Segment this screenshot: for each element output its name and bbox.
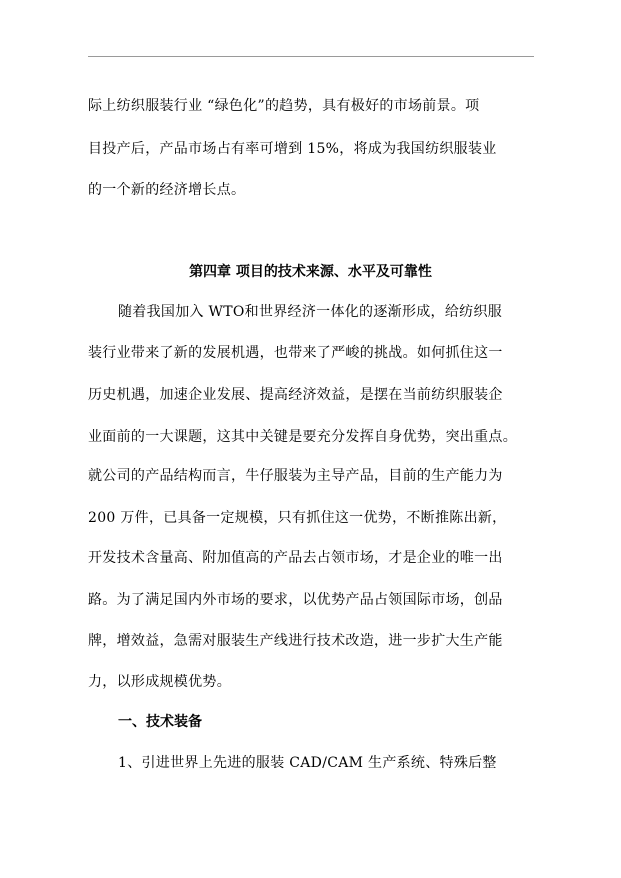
list-item: 1、引进世界上先进的服装 CAD/CAM 生产系统、特殊后整 bbox=[118, 755, 497, 771]
paragraph-line: 200 万件，已具备一定规模，只有抓住这一优势，不断推陈出新， bbox=[88, 510, 507, 526]
paragraph-line: 随着我国加入 WTO和世界经济一体化的逐渐形成，给纺织服 bbox=[118, 304, 503, 320]
chapter-title: 第四章 项目的技术来源、水平及可靠性 bbox=[189, 264, 432, 280]
paragraph-line: 业面前的一大课题，这其中关键是要充分发挥自身优势，突出重点。 bbox=[88, 429, 517, 445]
paragraph-line: 开发技术含量高、附加值高的产品去占领市场，才是企业的唯一出 bbox=[88, 550, 503, 566]
paragraph-line: 目投产后，产品市场占有率可增到 15%，将成为我国纺织服装业 bbox=[88, 141, 497, 157]
paragraph-line: 牌，增效益，急需对服装生产线进行技术改造，进一步扩大生产能 bbox=[88, 633, 503, 649]
paragraph-line: 力，以形成规模优势。 bbox=[88, 674, 231, 690]
paragraph-line: 历史机遇，加速企业发展、提高经济效益，是摆在当前纺织服装企 bbox=[88, 387, 503, 403]
paragraph-line: 就公司的产品结构而言，牛仔服装为主导产品，目前的生产能力为 bbox=[88, 468, 503, 484]
paragraph-line: 装行业带来了新的发展机遇，也带来了严峻的挑战。如何抓住这一 bbox=[88, 345, 503, 361]
header-rule bbox=[88, 56, 534, 57]
paragraph-line: 路。为了满足国内外市场的要求，以优势产品占领国际市场，创品 bbox=[88, 592, 503, 608]
paragraph-line: 的一个新的经济增长点。 bbox=[88, 182, 246, 198]
section-title: 一、技术装备 bbox=[118, 714, 202, 730]
paragraph-line: 际上纺织服装行业 “绿色化”的趋势，具有极好的市场前景。项 bbox=[88, 98, 480, 114]
